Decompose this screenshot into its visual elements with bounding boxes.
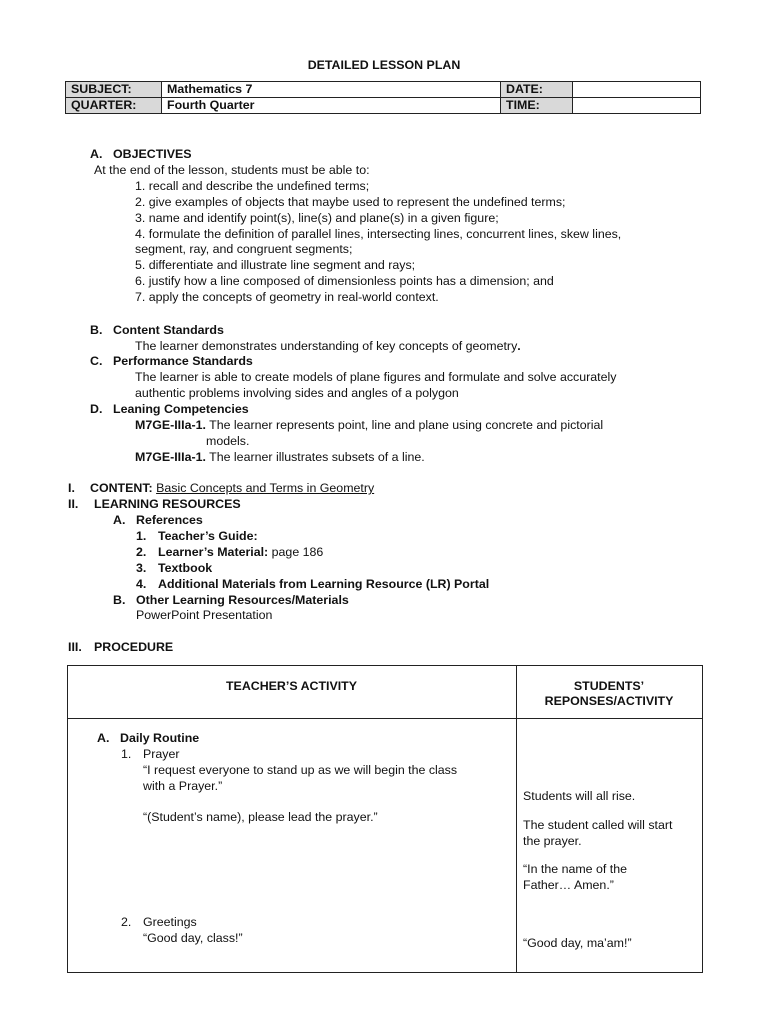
ref-textbook: Textbook bbox=[158, 561, 213, 575]
resources-numeral: II. bbox=[68, 497, 79, 511]
other-resources-value: PowerPoint Presentation bbox=[136, 608, 273, 622]
quarter-value: Fourth Quarter bbox=[162, 98, 501, 114]
ref-num: 1. bbox=[136, 529, 147, 543]
other-resources-letter: B. bbox=[113, 593, 126, 607]
time-value bbox=[573, 98, 701, 114]
response-amen-line1: “In the name of the bbox=[523, 862, 628, 876]
content-standards-body: The learner demonstrates understanding of key concepts of geometry bbox=[135, 339, 518, 353]
ref-teachers-guide: Teacher’s Guide: bbox=[158, 529, 258, 543]
objective-item: 3. name and identify point(s), line(s) and plane(s) in a given figure; bbox=[135, 211, 499, 225]
prayer-quote-line1: “I request everyone to stand up as we will begin the class bbox=[143, 763, 458, 777]
procedure-numeral: III. bbox=[68, 640, 82, 654]
ref-additional-materials: Additional Materials from Learning Resource (LR) Portal bbox=[158, 577, 490, 591]
col-teacher-activity: TEACHER’S ACTIVITY bbox=[225, 679, 358, 693]
prayer-quote-2: “(Student’s name), please lead the prayer.” bbox=[143, 810, 378, 824]
content-standards-text bbox=[135, 339, 521, 353]
ref-num: 4. bbox=[136, 577, 147, 591]
competency-code: M7GE-IIIa-1. bbox=[135, 450, 206, 464]
response-prayer-line2: the prayer. bbox=[523, 834, 582, 848]
prayer-num: 1. bbox=[121, 747, 132, 761]
objective-item: 6. justify how a line composed of dimensionless points has a dimension; and bbox=[135, 274, 554, 288]
date-value bbox=[573, 82, 701, 98]
performance-standards-line2: authentic problems involving sides and angles of a polygon bbox=[135, 386, 459, 400]
competency-1 bbox=[135, 418, 603, 432]
objective-item: 1. recall and describe the undefined terms; bbox=[135, 179, 370, 193]
content-label: CONTENT: bbox=[90, 481, 153, 495]
performance-standards-heading: Performance Standards bbox=[113, 354, 253, 368]
competencies-letter: D. bbox=[90, 402, 103, 416]
objective-item: 4. formulate the definition of parallel lines, intersecting lines, concurrent lines, skew lines, bbox=[135, 227, 622, 241]
greetings-heading: Greetings bbox=[143, 915, 197, 929]
content-standards-letter: B. bbox=[90, 323, 103, 337]
ref-learners-material-value: page 186 bbox=[271, 545, 324, 559]
col-students-line1: STUDENTS’ bbox=[573, 679, 645, 693]
subject-value: Mathematics 7 bbox=[162, 82, 501, 98]
content-standards-heading: Content Standards bbox=[113, 323, 224, 337]
page-title: DETAILED LESSON PLAN bbox=[307, 58, 461, 72]
daily-routine-heading: Daily Routine bbox=[120, 731, 200, 745]
competency-text: The learner represents point, line and plane using concrete and pictorial bbox=[209, 418, 604, 432]
objective-item: 7. apply the concepts of geometry in real-world context. bbox=[135, 290, 439, 304]
competency-text: The learner illustrates subsets of a line. bbox=[209, 450, 425, 464]
response-prayer-line1: The student called will start bbox=[523, 818, 673, 832]
response-greeting: “Good day, ma’am!” bbox=[523, 936, 632, 950]
other-resources-heading: Other Learning Resources/Materials bbox=[136, 593, 349, 607]
time-label: TIME: bbox=[501, 98, 573, 114]
objective-item: 2. give examples of objects that maybe used to represent the undefined terms; bbox=[135, 195, 566, 209]
competency-2 bbox=[135, 450, 425, 464]
prayer-heading: Prayer bbox=[143, 747, 180, 761]
greetings-quote: “Good day, class!” bbox=[143, 931, 243, 945]
objective-item: segment, ray, and congruent segments; bbox=[135, 242, 353, 256]
performance-standards-line1: The learner is able to create models of plane figures and formulate and solve accurately bbox=[135, 370, 617, 384]
content-numeral: I. bbox=[68, 481, 75, 495]
quarter-label: QUARTER: bbox=[66, 98, 162, 114]
procedure-heading: PROCEDURE bbox=[94, 640, 174, 654]
subject-label: SUBJECT: bbox=[66, 82, 162, 98]
ref-learners-material-label: Learner’s Material: bbox=[158, 545, 269, 559]
performance-standards-letter: C. bbox=[90, 354, 103, 368]
response-rise: Students will all rise. bbox=[523, 789, 636, 803]
competencies-heading: Leaning Competencies bbox=[113, 402, 249, 416]
objectives-heading: OBJECTIVES bbox=[113, 147, 192, 161]
procedure-header-divider bbox=[67, 718, 702, 719]
response-amen-line2: Father… Amen.” bbox=[523, 878, 614, 892]
objective-item: 5. differentiate and illustrate line segment and rays; bbox=[135, 258, 416, 272]
references-letter: A. bbox=[113, 513, 126, 527]
col-students-line2: REPONSES/ACTIVITY bbox=[544, 694, 674, 708]
content-line bbox=[90, 481, 374, 495]
procedure-column-divider bbox=[516, 665, 517, 972]
ref-num: 3. bbox=[136, 561, 147, 575]
date-label: DATE: bbox=[501, 82, 573, 98]
content-value: Basic Concepts and Terms in Geometry bbox=[156, 481, 375, 495]
objectives-intro: At the end of the lesson, students must be able to: bbox=[94, 163, 370, 177]
content-standards-period: . bbox=[517, 339, 521, 353]
competency-code: M7GE-IIIa-1. bbox=[135, 418, 206, 432]
ref-num: 2. bbox=[136, 545, 147, 559]
objectives-letter: A. bbox=[90, 147, 103, 161]
prayer-quote-line2: with a Prayer.” bbox=[143, 779, 223, 793]
header-table bbox=[65, 81, 701, 114]
references-heading: References bbox=[136, 513, 203, 527]
daily-routine-letter: A. bbox=[97, 731, 110, 745]
resources-heading: LEARNING RESOURCES bbox=[94, 497, 241, 511]
ref-learners-material bbox=[158, 545, 323, 559]
competency-1-cont: models. bbox=[206, 434, 250, 448]
greetings-num: 2. bbox=[121, 915, 132, 929]
